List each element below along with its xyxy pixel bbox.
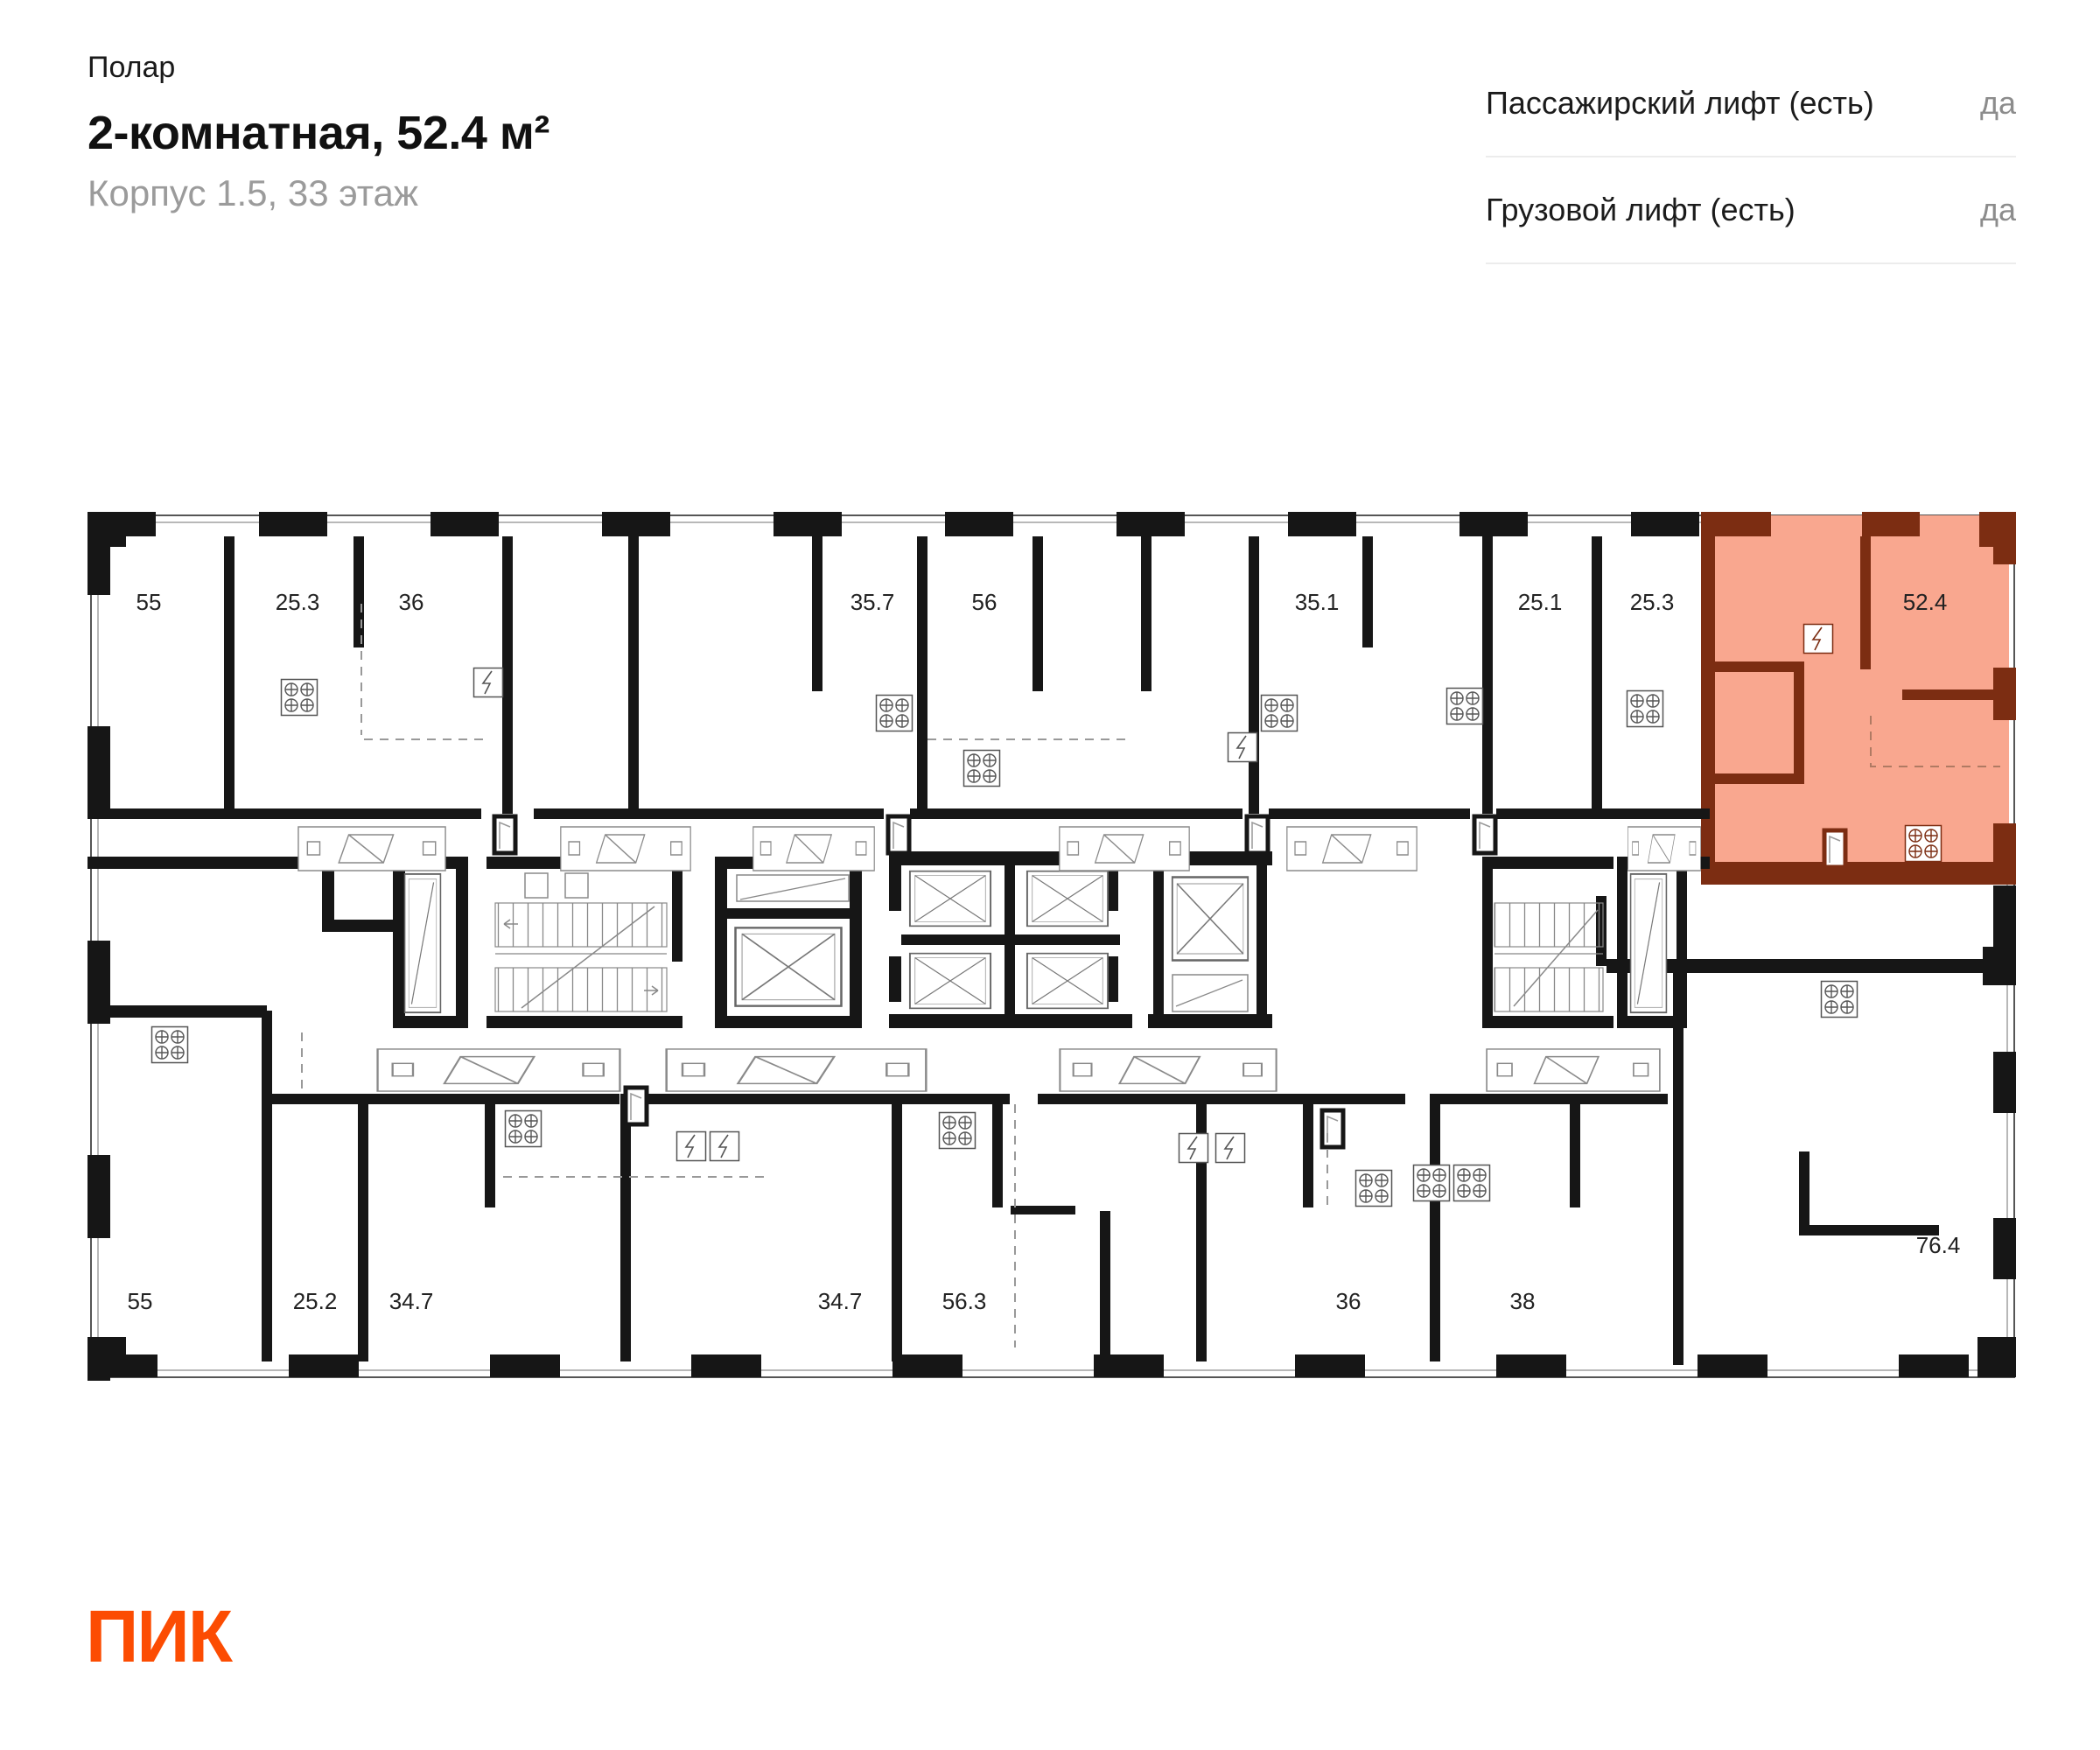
electric-panel-icon (1180, 1134, 1208, 1163)
stove-icon (940, 1113, 976, 1149)
lift-value: да (1979, 85, 2016, 121)
elevator-icon (736, 928, 842, 1005)
stairs-icon (1494, 903, 1603, 947)
stove-icon (1822, 982, 1858, 1018)
stove-icon (1454, 1166, 1490, 1201)
electric-panel-icon (1804, 625, 1833, 654)
top-row-walls (88, 536, 1710, 819)
stove-icon (282, 680, 318, 716)
highlighted-unit-52-4[interactable] (1701, 512, 2016, 885)
balcony-icon (667, 1049, 927, 1091)
unit-area-label: 76.4 (1915, 1232, 1961, 1258)
door-icon (1247, 816, 1268, 853)
elevator-icon (910, 872, 990, 927)
stair-core-left (393, 857, 682, 1028)
stairs-icon (1494, 968, 1603, 1012)
unit-area-label-highlighted: 52.4 (1902, 589, 1948, 615)
page-subtitle: Корпус 1.5, 33 этаж (88, 172, 418, 214)
stair-core-right (1482, 857, 1687, 1028)
door-icon (888, 816, 909, 853)
lift-label: Пассажирский лифт (есть) (1486, 85, 1874, 121)
unit-area-label: 36 (398, 589, 424, 615)
unit-area-label: 56 (971, 589, 998, 615)
vent-shaft-icon (1631, 874, 1667, 1012)
balcony-icon (1628, 827, 1700, 871)
unit-area-label: 35.7 (850, 589, 895, 615)
elevator-bank (889, 851, 1132, 1028)
lift-value: да (1979, 192, 2016, 228)
elevator-shaft-single (1148, 851, 1272, 1028)
unit-area-label: 25.1 (1517, 589, 1563, 615)
stove-icon (1262, 696, 1298, 732)
stove-icon (964, 751, 1000, 787)
electric-panel-icon (474, 668, 503, 697)
balcony-icon (1060, 1049, 1276, 1091)
stove-icon (1414, 1166, 1450, 1201)
page-title: 2-комнатная, 52.4 м² (88, 107, 550, 159)
stove-icon (1628, 691, 1663, 727)
electric-panel-icon (1216, 1134, 1245, 1163)
balcony-icon (1060, 827, 1189, 871)
door-icon (1824, 830, 1845, 867)
unit-area-label: 56.3 (942, 1288, 987, 1314)
elevator-shaft-left (715, 857, 862, 1028)
bottom-row-walls (262, 973, 1939, 1365)
unit-area-label: 38 (1509, 1288, 1536, 1314)
balcony-icon (378, 1049, 620, 1091)
stove-icon (1906, 826, 1942, 862)
elevator-icon (1172, 878, 1248, 961)
vent-shaft-icon (405, 874, 441, 1012)
stairs-icon (495, 903, 667, 947)
door-icon (1474, 816, 1495, 853)
unit-area-label: 34.7 (817, 1288, 863, 1314)
pik-logo: ПИК (86, 1595, 232, 1677)
stairs-icon (495, 968, 667, 1012)
elevator-icon (1027, 954, 1108, 1009)
unit-area-label: 25.3 (1629, 589, 1675, 615)
stove-icon (877, 696, 913, 732)
electric-panel-icon (710, 1132, 739, 1161)
unit-area-label: 25.3 (275, 589, 320, 615)
balcony-icon (1487, 1049, 1660, 1091)
unit-area-label: 55 (127, 1288, 153, 1314)
unit-area-label: 35.1 (1294, 589, 1340, 615)
electric-panel-icon (1228, 733, 1257, 762)
stove-icon (1447, 689, 1483, 724)
unit-area-label: 36 (1335, 1288, 1362, 1314)
balcony-icon (1287, 827, 1417, 871)
door-icon (494, 816, 515, 853)
unit-area-label: 34.7 (388, 1288, 434, 1314)
electric-panel-icon (677, 1132, 706, 1161)
project-name: Полар (88, 51, 176, 84)
stove-icon (1356, 1171, 1392, 1207)
stove-icon (506, 1111, 542, 1147)
lift-label: Грузовой лифт (есть) (1486, 192, 1796, 228)
elevator-icon (1027, 872, 1108, 927)
unit-area-label: 25.2 (292, 1288, 338, 1314)
balcony-icon (298, 827, 445, 871)
stove-icon (152, 1027, 188, 1063)
door-icon (1322, 1110, 1343, 1147)
elevator-icon (910, 954, 990, 1009)
door-icon (626, 1088, 647, 1124)
balcony-icon (753, 827, 874, 871)
balcony-icon (561, 827, 690, 871)
unit-area-label: 55 (136, 589, 162, 615)
